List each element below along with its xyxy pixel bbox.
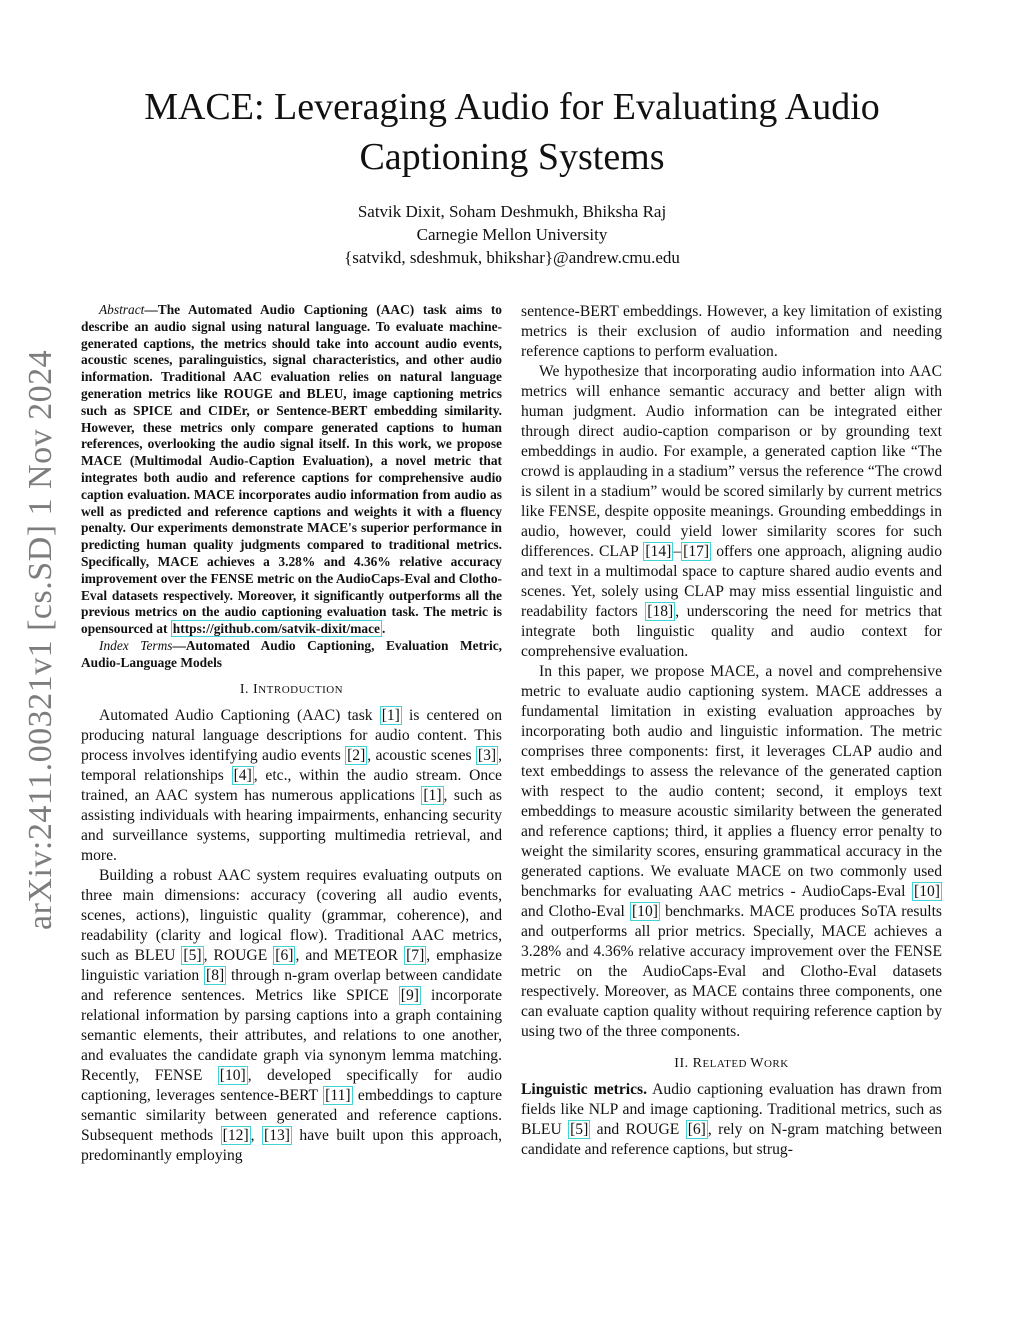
paragraph-text: benchmarks. MACE produces SoTA results and outperforms all prior metrics. Specially, MACE achieves a 3.28% and 4.36% relative accuracy improvement over the FENSE metric on the AudioCaps-Eval and Clotho-Eval datasets respectively. Moreover, as MACE contains three components, one can evaluate caption quality without requiring reference caption by using two of the three components. — [521, 903, 942, 1040]
paragraph-text: , such as assisting individuals with hearing impairments, enhancing security and surveillance systems, supporting multimedia retrieval, and more. — [81, 786, 502, 864]
paragraph-text: Audio captioning evaluation has drawn from fields like NLP and image captioning. Traditional metrics, such as BLEU — [521, 1081, 942, 1138]
paragraph-text: We hypothesize that incorporating audio information into AAC metrics will enhance semantic accuracy and better align with human judgment. Audio information can be integrated either through direct audio-caption comparison or by grounding text embeddings in audio. For example, a generated caption like “The crowd is applauding in a stadium” versus the reference “The crowd is silent in a stadium” would be scored similarly by current metrics like FENSE, despite opposite meanings. Grounding embeddings in audio, however, could yield lower similarity scores for such differences. CLAP — [521, 363, 942, 560]
abstract-label: Abstract — [99, 302, 145, 317]
citation-link[interactable]: [1] — [381, 706, 400, 724]
section-number: II. — [674, 1056, 693, 1071]
paragraph-text: , ROUGE — [203, 946, 274, 964]
abstract-text: —The Automated Audio Captioning (AAC) task aims to describe an audio signal using natural language. To evaluate machine-generated captions, the metrics should take into account audio events, acoustic scenes, paralinguistics, signal characteristics, and other audio information. Traditional AAC evaluation relies on natural language generation metrics like ROUGE and BLEU, image captioning metrics such as SPICE and CIDEr, or Sentence-BERT embedding similarity. However, these metrics only compare generated captions to human references, overlooking the audio signal itself. In this work, we propose MACE (Multimodal Audio-Caption Evaluation), a novel metric that integrates both audio and reference captions for comprehensive audio caption evaluation. MACE incorporates audio information from audio as well as predicted and reference captions and weights it with a fluency penalty. Our experiments demonstrate MACE's superior performance in predicting human quality judgments compared to traditional metrics. Specifically, MACE achieves a 3.28% and 4.36% relative accuracy improvement over the FENSE metric on the AudioCaps-Eval and Clotho-Eval datasets respectively. Moreover, it significantly outperforms all the previous metrics on the audio captioning evaluation task. The metric is opensourced at — [81, 302, 502, 637]
paragraph-text: , developed specifically for audio captioning, leverages sentence-BERT — [81, 1066, 502, 1104]
paragraph-text: is centered on producing natural language descriptions for audio content. This process involves identifying audio events — [81, 706, 502, 764]
section-smallcaps: ORK — [763, 1058, 789, 1070]
right-paragraph-1 — [521, 362, 942, 662]
paragraph-text: In this paper, we propose MACE, a novel and comprehensive metric to evaluate audio captioning system. MACE addresses a fundamental limitation in existing evaluation approaches by incorporating both audio and linguistic information. The metric comprises three components: first, it leverages CLAP audio and text embeddings to assess the relevance of the generated caption with respect to the audio content; second, it employs text embeddings to measure acoustic similarity between the generated and reference captions; third, it applies a fluency error penalty to weight the similarity scores, ensuring grammatical accuracy in the generated captions. We evaluate MACE on two commonly used benchmarks for evaluating AAC metrics - AudioCaps-Eval — [521, 663, 942, 900]
citation-link[interactable]: [10] — [219, 1066, 246, 1084]
index-terms-text: —Automated Audio Captioning, Evaluation Metric, Audio-Language Models — [81, 637, 502, 670]
paragraph-text: , and METEOR — [295, 946, 405, 964]
paragraph-text: embeddings to capture semantic similarity between generated and reference captions. Subsequent methods — [81, 1086, 502, 1144]
citation-link[interactable]: [7] — [406, 946, 425, 964]
section-smallcaps: NTRODUCTION — [258, 683, 344, 696]
paragraph-text: , emphasize linguistic variation — [81, 946, 503, 984]
citation-link[interactable]: [6] — [275, 946, 294, 964]
citation-link[interactable]: [10] — [914, 883, 940, 900]
github-link[interactable]: https://github.com/satvik-dixit/mace — [172, 621, 380, 637]
citation-link[interactable]: [2] — [347, 746, 366, 764]
paragraph-text: offers one approach, aligning audio and text in a multimodal space to capture shared audio events and scenes. Yet, solely using CLAP may miss essential linguistic and readability factors — [521, 543, 943, 620]
paragraph-text: have built upon this approach, predominantly employing — [81, 1126, 503, 1164]
affiliation: Carnegie Mellon University — [416, 225, 608, 244]
section-initial: I — [253, 681, 259, 697]
paragraph-text: Automated Audio Captioning (AAC) task — [99, 706, 380, 724]
paragraph-text: and Clotho-Eval — [521, 903, 630, 920]
paragraph-text: – — [673, 543, 682, 560]
right-paragraph-2 — [521, 662, 942, 1042]
citation-link[interactable]: [6] — [687, 1121, 706, 1138]
section-initial: W — [750, 1056, 764, 1071]
abstract — [81, 302, 502, 638]
arxiv-stamp: arXiv:2411.00321v1 [cs.SD] 1 Nov 2024 — [22, 349, 59, 930]
section-smallcaps: ELATED — [702, 1058, 751, 1070]
paragraph-text: through n-gram overlap between candidate and reference sentences. Metrics like SPICE — [81, 966, 502, 1004]
section-number: I. — [239, 681, 254, 697]
paragraph-text: , rely on N-gram matching between candidate and reference captions, but strug- — [521, 1121, 943, 1158]
intro-paragraph-1 — [81, 706, 502, 866]
paragraph-text: , acoustic scenes — [367, 746, 476, 764]
paragraph-text: , — [250, 1126, 262, 1144]
citation-link[interactable]: [9] — [400, 986, 419, 1004]
right-column — [521, 302, 942, 1160]
citation-link[interactable]: [10] — [631, 903, 658, 920]
paragraph-text: incorporate relational information by parsing captions into a graph containing semantic elements, their attributes, and relations to one another, and evaluates the candidate graph via synonym lemma matching. Recently, FENSE — [81, 986, 502, 1084]
citation-link[interactable]: [13] — [264, 1126, 290, 1144]
paragraph-text: , underscoring the need for metrics that integrate both linguistic quality and audio context for comprehensive evaluation. — [521, 603, 942, 660]
related-paragraph-1 — [521, 1080, 942, 1160]
paragraph-text: , etc., within the audio stream. Once trained, an AAC system has numerous applications — [81, 766, 502, 804]
author-emails: {satvikd, sdeshmuk, bhikshar}@andrew.cmu.edu — [344, 248, 680, 267]
citation-link[interactable]: [14] — [645, 543, 672, 560]
citation-link[interactable]: [4] — [233, 766, 252, 784]
section-heading-related-work — [521, 1056, 942, 1072]
paragraph-text: Building a robust AAC system requires evaluating outputs on three main dimensions: accuracy (covering all audio events, scenes, actions), linguistic quality (grammar, coherence), and readability (clarity and logical flow). Traditional AAC metrics, such as BLEU — [81, 866, 502, 964]
paragraph-lead: Linguistic metrics. — [521, 1081, 647, 1098]
abstract-end: . — [381, 621, 386, 637]
right-paragraph-0: sentence-BERT embeddings. However, a key limitation of existing metrics is their exclusion of audio information and needing reference captions to perform evaluation. — [521, 303, 942, 360]
citation-link[interactable]: [11] — [325, 1086, 351, 1104]
citation-link[interactable]: [5] — [183, 946, 202, 964]
citation-link[interactable]: [8] — [206, 966, 225, 984]
citation-link[interactable]: [1] — [423, 786, 442, 804]
paragraph-text: , temporal relationships — [81, 746, 502, 784]
author-names: Satvik Dixit, Soham Deshmukh, Bhiksha Raj — [357, 202, 667, 221]
index-terms-label: Index Terms — [99, 637, 173, 653]
section-heading-introduction — [81, 682, 502, 698]
intro-paragraph-2 — [81, 866, 502, 1166]
citation-link[interactable]: [18] — [647, 603, 674, 620]
section-initial: R — [692, 1056, 703, 1071]
paper-title: MACE: Leveraging Audio for Evaluating Audio Captioning Systems — [144, 86, 880, 178]
citation-link[interactable]: [3] — [477, 746, 497, 764]
left-column — [81, 302, 502, 1166]
citation-link[interactable]: [12] — [222, 1126, 249, 1144]
author-block — [80, 200, 944, 269]
index-terms — [81, 638, 502, 672]
paragraph-text: and ROUGE — [590, 1121, 686, 1138]
citation-link[interactable]: [5] — [570, 1121, 589, 1138]
citation-link[interactable]: [17] — [683, 543, 710, 560]
